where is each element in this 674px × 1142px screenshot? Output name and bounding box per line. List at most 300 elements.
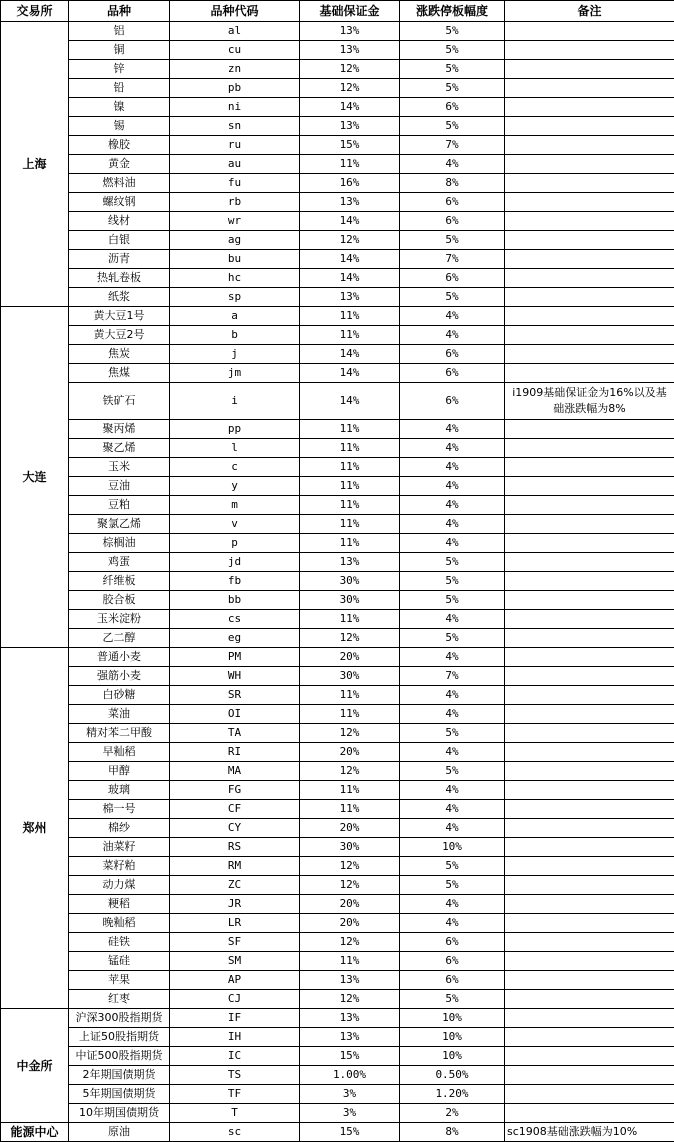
- table-row: [1, 667, 674, 686]
- margin-cell: 12%: [300, 857, 400, 876]
- product-code-cell: fu: [170, 174, 300, 193]
- product-code-cell: bb: [170, 591, 300, 610]
- product-name-cell: 聚氯乙烯: [69, 515, 170, 534]
- margin-cell: 11%: [300, 420, 400, 439]
- margin-cell: 3%: [300, 1104, 400, 1123]
- limit-cell: 4%: [400, 705, 505, 724]
- note-cell: [505, 534, 674, 553]
- table-row: [1, 1028, 674, 1047]
- exchange-cell: 上海: [1, 22, 69, 307]
- note-cell: [505, 288, 674, 307]
- margin-cell: 20%: [300, 895, 400, 914]
- table-row: [1, 41, 674, 60]
- table-row: [1, 60, 674, 79]
- limit-cell: 10%: [400, 1009, 505, 1028]
- limit-cell: 6%: [400, 345, 505, 364]
- margin-cell: 11%: [300, 781, 400, 800]
- product-code-cell: TS: [170, 1066, 300, 1085]
- note-cell: [505, 193, 674, 212]
- product-name-cell: 铜: [69, 41, 170, 60]
- table-row: [1, 307, 674, 326]
- table-row: [1, 686, 674, 705]
- note-cell: [505, 1028, 674, 1047]
- note-cell: [505, 933, 674, 952]
- table-row: [1, 383, 674, 420]
- limit-cell: 4%: [400, 895, 505, 914]
- product-code-cell: i: [170, 383, 300, 420]
- limit-cell: 4%: [400, 534, 505, 553]
- table-row: [1, 914, 674, 933]
- note-cell: [505, 1009, 674, 1028]
- table-row: [1, 155, 674, 174]
- note-cell: [505, 496, 674, 515]
- note-cell: [505, 572, 674, 591]
- product-name-cell: 中证500股指期货: [69, 1047, 170, 1066]
- limit-cell: 4%: [400, 326, 505, 345]
- limit-cell: 5%: [400, 288, 505, 307]
- limit-cell: 6%: [400, 933, 505, 952]
- table-row: [1, 364, 674, 383]
- product-name-cell: 红枣: [69, 990, 170, 1009]
- margin-cell: 11%: [300, 458, 400, 477]
- product-code-cell: SM: [170, 952, 300, 971]
- table-row: [1, 288, 674, 307]
- product-name-cell: 橡胶: [69, 136, 170, 155]
- product-code-cell: zn: [170, 60, 300, 79]
- note-cell: [505, 553, 674, 572]
- limit-cell: 7%: [400, 136, 505, 155]
- note-cell: [505, 174, 674, 193]
- margin-cell: 11%: [300, 952, 400, 971]
- note-cell: [505, 515, 674, 534]
- margin-cell: 12%: [300, 724, 400, 743]
- limit-cell: 6%: [400, 383, 505, 420]
- exchange-cell: 能源中心: [1, 1123, 69, 1142]
- margin-cell: 11%: [300, 477, 400, 496]
- margin-cell: 14%: [300, 345, 400, 364]
- product-name-cell: 动力煤: [69, 876, 170, 895]
- header-note: 备注: [505, 1, 674, 22]
- product-name-cell: 白砂糖: [69, 686, 170, 705]
- note-cell: [505, 762, 674, 781]
- product-code-cell: y: [170, 477, 300, 496]
- product-code-cell: PM: [170, 648, 300, 667]
- margin-cell: 12%: [300, 762, 400, 781]
- limit-cell: 6%: [400, 193, 505, 212]
- product-name-cell: 白银: [69, 231, 170, 250]
- product-name-cell: 沪深300股指期货: [69, 1009, 170, 1028]
- product-name-cell: 胶合板: [69, 591, 170, 610]
- margin-cell: 13%: [300, 22, 400, 41]
- margin-cell: 13%: [300, 288, 400, 307]
- limit-cell: 5%: [400, 41, 505, 60]
- margin-cell: 20%: [300, 914, 400, 933]
- exchange-cell: 大连: [1, 307, 69, 648]
- header-product: 品种: [69, 1, 170, 22]
- product-code-cell: rb: [170, 193, 300, 212]
- margin-cell: 15%: [300, 136, 400, 155]
- table-body: [1, 22, 674, 1142]
- note-cell: [505, 629, 674, 648]
- note-cell: [505, 667, 674, 686]
- exchange-cell: 中金所: [1, 1009, 69, 1123]
- limit-cell: 6%: [400, 212, 505, 231]
- table-row: [1, 117, 674, 136]
- margin-cell: 13%: [300, 193, 400, 212]
- product-code-cell: ni: [170, 98, 300, 117]
- margin-cell: 13%: [300, 553, 400, 572]
- limit-cell: 4%: [400, 781, 505, 800]
- product-name-cell: 棉一号: [69, 800, 170, 819]
- product-name-cell: 早籼稻: [69, 743, 170, 762]
- product-name-cell: 玉米淀粉: [69, 610, 170, 629]
- table-row: [1, 553, 674, 572]
- product-name-cell: 豆油: [69, 477, 170, 496]
- margin-cell: 12%: [300, 933, 400, 952]
- product-name-cell: 黄金: [69, 155, 170, 174]
- note-cell: [505, 1104, 674, 1123]
- table-row: [1, 1085, 674, 1104]
- note-cell: [505, 724, 674, 743]
- margin-cell: 14%: [300, 383, 400, 420]
- margin-cell: 12%: [300, 231, 400, 250]
- product-code-cell: OI: [170, 705, 300, 724]
- note-cell: [505, 439, 674, 458]
- table-row: [1, 1104, 674, 1123]
- note-cell: [505, 250, 674, 269]
- table-row: [1, 838, 674, 857]
- product-code-cell: ag: [170, 231, 300, 250]
- limit-cell: 4%: [400, 914, 505, 933]
- margin-cell: 30%: [300, 838, 400, 857]
- table-row: [1, 610, 674, 629]
- limit-cell: 4%: [400, 800, 505, 819]
- table-row: [1, 534, 674, 553]
- product-code-cell: RI: [170, 743, 300, 762]
- product-name-cell: 黄大豆2号: [69, 326, 170, 345]
- product-code-cell: pp: [170, 420, 300, 439]
- margin-cell: 20%: [300, 743, 400, 762]
- product-name-cell: 原油: [69, 1123, 170, 1142]
- margin-cell: 12%: [300, 629, 400, 648]
- note-cell: [505, 22, 674, 41]
- limit-cell: 7%: [400, 667, 505, 686]
- note-cell: [505, 610, 674, 629]
- product-code-cell: T: [170, 1104, 300, 1123]
- product-name-cell: 聚丙烯: [69, 420, 170, 439]
- table-row: [1, 895, 674, 914]
- note-cell: [505, 952, 674, 971]
- table-row: [1, 781, 674, 800]
- note-cell: [505, 60, 674, 79]
- note-cell: [505, 136, 674, 155]
- product-name-cell: 热轧卷板: [69, 269, 170, 288]
- product-name-cell: 菜油: [69, 705, 170, 724]
- product-code-cell: jd: [170, 553, 300, 572]
- limit-cell: 5%: [400, 572, 505, 591]
- table-row: [1, 477, 674, 496]
- note-cell: [505, 800, 674, 819]
- limit-cell: 4%: [400, 155, 505, 174]
- product-code-cell: a: [170, 307, 300, 326]
- note-cell: [505, 648, 674, 667]
- table-row: [1, 819, 674, 838]
- margin-cell: 13%: [300, 1009, 400, 1028]
- margin-cell: 30%: [300, 667, 400, 686]
- table-row: [1, 800, 674, 819]
- limit-cell: 10%: [400, 1028, 505, 1047]
- product-code-cell: sp: [170, 288, 300, 307]
- note-cell: [505, 686, 674, 705]
- product-name-cell: 玉米: [69, 458, 170, 477]
- product-name-cell: 焦炭: [69, 345, 170, 364]
- note-cell: [505, 307, 674, 326]
- table-row: [1, 174, 674, 193]
- margin-cell: 13%: [300, 41, 400, 60]
- header-code: 品种代码: [170, 1, 300, 22]
- product-name-cell: 豆粕: [69, 496, 170, 515]
- product-name-cell: 2年期国债期货: [69, 1066, 170, 1085]
- limit-cell: 2%: [400, 1104, 505, 1123]
- product-name-cell: 鸡蛋: [69, 553, 170, 572]
- table-row: [1, 762, 674, 781]
- margin-cell: 11%: [300, 800, 400, 819]
- product-name-cell: 锌: [69, 60, 170, 79]
- table-row: [1, 876, 674, 895]
- limit-cell: 5%: [400, 553, 505, 572]
- product-code-cell: l: [170, 439, 300, 458]
- note-cell: [505, 269, 674, 288]
- product-code-cell: v: [170, 515, 300, 534]
- note-cell: [505, 41, 674, 60]
- margin-cell: 11%: [300, 534, 400, 553]
- note-cell: [505, 914, 674, 933]
- product-name-cell: 螺纹钢: [69, 193, 170, 212]
- note-cell: [505, 117, 674, 136]
- table-row: [1, 591, 674, 610]
- note-cell: [505, 212, 674, 231]
- note-cell: [505, 98, 674, 117]
- table-row: [1, 515, 674, 534]
- header-limit: 涨跌停板幅度: [400, 1, 505, 22]
- header-row: [1, 1, 674, 22]
- product-code-cell: IH: [170, 1028, 300, 1047]
- product-code-cell: ZC: [170, 876, 300, 895]
- table-row: [1, 1066, 674, 1085]
- product-code-cell: WH: [170, 667, 300, 686]
- margin-cell: 1.00%: [300, 1066, 400, 1085]
- product-name-cell: 纤维板: [69, 572, 170, 591]
- product-name-cell: 玻璃: [69, 781, 170, 800]
- limit-cell: 4%: [400, 307, 505, 326]
- note-cell: [505, 990, 674, 1009]
- product-code-cell: MA: [170, 762, 300, 781]
- note-cell: [505, 743, 674, 762]
- product-code-cell: LR: [170, 914, 300, 933]
- note-cell: [505, 345, 674, 364]
- product-name-cell: 普通小麦: [69, 648, 170, 667]
- margin-cell: 3%: [300, 1085, 400, 1104]
- limit-cell: 4%: [400, 439, 505, 458]
- table-row: [1, 743, 674, 762]
- note-cell: [505, 971, 674, 990]
- margin-cell: 30%: [300, 591, 400, 610]
- table-row: [1, 572, 674, 591]
- limit-cell: 5%: [400, 857, 505, 876]
- table-row: [1, 79, 674, 98]
- limit-cell: 4%: [400, 610, 505, 629]
- limit-cell: 0.50%: [400, 1066, 505, 1085]
- product-code-cell: sn: [170, 117, 300, 136]
- note-cell: [505, 420, 674, 439]
- margin-cell: 14%: [300, 212, 400, 231]
- table-row: [1, 990, 674, 1009]
- product-name-cell: 苹果: [69, 971, 170, 990]
- note-cell: [505, 857, 674, 876]
- product-name-cell: 乙二醇: [69, 629, 170, 648]
- header-exchange: 交易所: [1, 1, 69, 22]
- margin-cell: 14%: [300, 250, 400, 269]
- product-name-cell: 甲醇: [69, 762, 170, 781]
- limit-cell: 4%: [400, 420, 505, 439]
- margin-cell: 12%: [300, 79, 400, 98]
- product-name-cell: 10年期国债期货: [69, 1104, 170, 1123]
- table-row: [1, 136, 674, 155]
- limit-cell: 5%: [400, 762, 505, 781]
- note-cell: [505, 364, 674, 383]
- margin-cell: 11%: [300, 686, 400, 705]
- product-code-cell: eg: [170, 629, 300, 648]
- note-cell: [505, 79, 674, 98]
- product-name-cell: 黄大豆1号: [69, 307, 170, 326]
- note-cell: [505, 781, 674, 800]
- product-code-cell: SR: [170, 686, 300, 705]
- margin-cell: 15%: [300, 1047, 400, 1066]
- product-name-cell: 锡: [69, 117, 170, 136]
- product-name-cell: 镍: [69, 98, 170, 117]
- limit-cell: 5%: [400, 117, 505, 136]
- product-name-cell: 棉纱: [69, 819, 170, 838]
- margin-cell: 11%: [300, 307, 400, 326]
- table-row: [1, 933, 674, 952]
- margin-cell: 11%: [300, 610, 400, 629]
- limit-cell: 6%: [400, 364, 505, 383]
- table-row: [1, 724, 674, 743]
- product-code-cell: AP: [170, 971, 300, 990]
- table-row: [1, 193, 674, 212]
- product-name-cell: 沥青: [69, 250, 170, 269]
- product-code-cell: RM: [170, 857, 300, 876]
- product-name-cell: 锰硅: [69, 952, 170, 971]
- table-row: [1, 420, 674, 439]
- margin-cell: 15%: [300, 1123, 400, 1142]
- note-cell: [505, 231, 674, 250]
- margin-cell: 13%: [300, 117, 400, 136]
- product-name-cell: 硅铁: [69, 933, 170, 952]
- product-code-cell: IF: [170, 1009, 300, 1028]
- product-name-cell: 聚乙烯: [69, 439, 170, 458]
- product-name-cell: 铝: [69, 22, 170, 41]
- table-row: [1, 231, 674, 250]
- product-code-cell: au: [170, 155, 300, 174]
- product-name-cell: 上证50股指期货: [69, 1028, 170, 1047]
- note-cell: [505, 477, 674, 496]
- product-code-cell: ru: [170, 136, 300, 155]
- product-name-cell: 焦煤: [69, 364, 170, 383]
- table-row: [1, 98, 674, 117]
- product-code-cell: CY: [170, 819, 300, 838]
- margin-cell: 11%: [300, 439, 400, 458]
- limit-cell: 6%: [400, 269, 505, 288]
- limit-cell: 4%: [400, 458, 505, 477]
- note-cell: [505, 705, 674, 724]
- table-row: [1, 22, 674, 41]
- product-code-cell: c: [170, 458, 300, 477]
- limit-cell: 4%: [400, 743, 505, 762]
- limit-cell: 5%: [400, 724, 505, 743]
- table-row: [1, 250, 674, 269]
- product-code-cell: p: [170, 534, 300, 553]
- limit-cell: 10%: [400, 1047, 505, 1066]
- exchange-cell: 郑州: [1, 648, 69, 1009]
- limit-cell: 8%: [400, 174, 505, 193]
- table-row: [1, 1047, 674, 1066]
- limit-cell: 4%: [400, 648, 505, 667]
- product-code-cell: CF: [170, 800, 300, 819]
- limit-cell: 6%: [400, 971, 505, 990]
- product-name-cell: 线材: [69, 212, 170, 231]
- product-code-cell: al: [170, 22, 300, 41]
- table-row: [1, 345, 674, 364]
- margin-cell: 14%: [300, 98, 400, 117]
- limit-cell: 5%: [400, 876, 505, 895]
- product-code-cell: wr: [170, 212, 300, 231]
- product-code-cell: fb: [170, 572, 300, 591]
- table-row: [1, 269, 674, 288]
- product-code-cell: b: [170, 326, 300, 345]
- product-code-cell: TA: [170, 724, 300, 743]
- margin-cell: 11%: [300, 155, 400, 174]
- header-margin: 基础保证金: [300, 1, 400, 22]
- limit-cell: 4%: [400, 819, 505, 838]
- note-cell: i1909基础保证金为16%以及基础涨跌幅为8%: [505, 383, 674, 420]
- product-code-cell: cs: [170, 610, 300, 629]
- table-row: [1, 857, 674, 876]
- table-row: [1, 629, 674, 648]
- product-name-cell: 铁矿石: [69, 383, 170, 420]
- limit-cell: 5%: [400, 60, 505, 79]
- product-name-cell: 强筋小麦: [69, 667, 170, 686]
- note-cell: [505, 838, 674, 857]
- limit-cell: 5%: [400, 990, 505, 1009]
- margin-cell: 12%: [300, 990, 400, 1009]
- note-cell: [505, 591, 674, 610]
- limit-cell: 8%: [400, 1123, 505, 1142]
- limit-cell: 5%: [400, 629, 505, 648]
- product-code-cell: hc: [170, 269, 300, 288]
- margin-cell: 13%: [300, 1028, 400, 1047]
- limit-cell: 7%: [400, 250, 505, 269]
- table-row: [1, 326, 674, 345]
- margin-cell: 12%: [300, 60, 400, 79]
- product-name-cell: 铅: [69, 79, 170, 98]
- margin-cell: 12%: [300, 876, 400, 895]
- limit-cell: 6%: [400, 98, 505, 117]
- limit-cell: 4%: [400, 686, 505, 705]
- limit-cell: 6%: [400, 952, 505, 971]
- margin-cell: 11%: [300, 496, 400, 515]
- product-name-cell: 5年期国债期货: [69, 1085, 170, 1104]
